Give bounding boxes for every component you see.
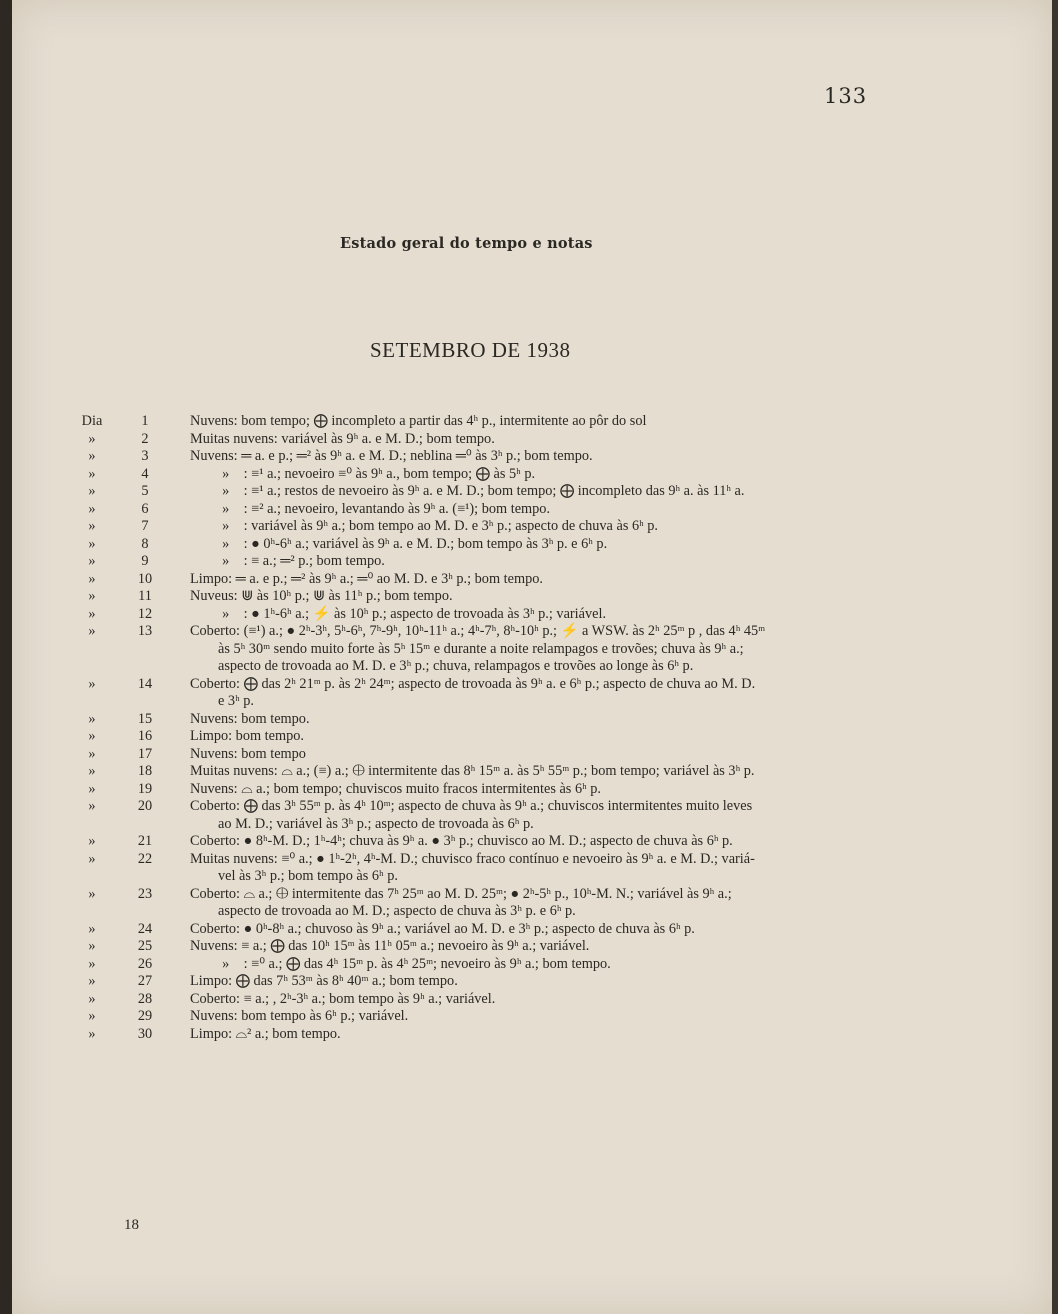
- entry-day-marker: »: [88, 990, 96, 1007]
- footer-signature-number: 18: [124, 1217, 139, 1233]
- entry-day-number: 12: [137, 605, 153, 622]
- entry-day-marker: »: [88, 885, 96, 902]
- entry-text: » : ● 1ʰ-6ʰ a.; ⚡ às 10ʰ p.; aspecto de trovoada às 3ʰ p.; variável.: [190, 605, 607, 622]
- book-spine: [0, 0, 12, 1314]
- entry-row: [12, 676, 1052, 711]
- entry-row: [12, 973, 1052, 991]
- entry-text: Limpo: ⨁ das 7ʰ 53ᵐ às 8ʰ 40ᵐ a.; bom tempo.: [190, 973, 458, 989]
- entry-row: [12, 448, 1052, 466]
- entry-day-number: 16: [137, 728, 153, 744]
- entry-day-marker: »: [88, 710, 96, 727]
- entry-day-number: 17: [137, 745, 153, 762]
- entry-text: Coberto: ≡ a.; , 2ʰ-3ʰ a.; bom tempo às 9ʰ a.; variável.: [190, 990, 496, 1007]
- entry-text: Nuveus: ⋓ às 10ʰ p.; ⋓ às 11ʰ p.; bom tempo.: [190, 588, 453, 604]
- entry-day-number: 10: [137, 570, 153, 587]
- entry-text: Muitas nuvens: ⌓ a.; (≡) a.; ⨁ intermitente das 8ʰ 15ᵐ a. às 5ʰ 55ᵐ p.; bom tempo; variável às 3ʰ p.: [190, 763, 755, 779]
- entry-row: [12, 711, 1052, 729]
- entry-day-number: 18: [137, 763, 153, 779]
- entry-row: [12, 956, 1052, 974]
- entry-row: [12, 886, 1052, 921]
- entry-row: [12, 763, 1052, 781]
- entry-text: » : ≡¹ a.; nevoeiro ≡⁰ às 9ʰ a., bom tempo; ⨁ às 5ʰ p.: [190, 465, 536, 482]
- entry-text: » : ≡² a.; nevoeiro, levantando às 9ʰ a. (≡¹); bom tempo.: [190, 500, 551, 517]
- entry-day-marker: »: [88, 500, 96, 517]
- entry-day-number: 8: [141, 535, 149, 552]
- entry-row: [12, 1008, 1052, 1026]
- entry-row: [12, 921, 1052, 939]
- entry-text: » : variável às 9ʰ a.; bom tempo ao M. D. e 3ʰ p.; aspecto de chuva às 6ʰ p.: [190, 518, 658, 534]
- entry-row: [12, 553, 1052, 571]
- entry-day-marker: »: [88, 518, 96, 534]
- page-number: 133: [824, 84, 868, 108]
- entry-day-marker: »: [88, 535, 96, 552]
- entry-day-number: 11: [138, 588, 152, 604]
- entry-row: [12, 781, 1052, 799]
- entry-row: [12, 991, 1052, 1009]
- entry-row: [12, 501, 1052, 519]
- entry-row: [12, 728, 1052, 746]
- entry-row: [12, 518, 1052, 536]
- entry-text: Nuvens: bom tempo; ⨁ incompleto a partir das 4ʰ p., intermitente ao pôr do sol: [190, 413, 647, 429]
- entry-text: Nuvens: bom tempo às 6ʰ p.; variável.: [190, 1008, 409, 1024]
- entry-text-continuation: vel às 3ʰ p.; bom tempo às 6ʰ p.: [218, 868, 398, 884]
- entry-day-marker: »: [88, 938, 96, 954]
- entry-day-number: 29: [137, 1008, 153, 1024]
- entry-text: Muitas nuvens: ≡⁰ a.; ● 1ʰ-2ʰ, 4ʰ-M. D.; chuvisco fraco contínuo e nevoeiro às 9ʰ a. e M. D.; variá-: [190, 850, 755, 867]
- entry-text: Coberto: ⌓ a.; ⨁ intermitente das 7ʰ 25ᵐ ao M. D. 25ᵐ; ● 2ʰ-5ʰ p., 10ʰ-M. N.; variável às 9ʰ a.;: [190, 885, 732, 902]
- entry-day-marker: »: [88, 675, 96, 692]
- month-title: SETEMBRO DE 1938: [370, 338, 571, 362]
- entry-row: [12, 571, 1052, 589]
- entry-day-number: 9: [141, 553, 149, 569]
- entry-text: » : ≡⁰ a.; ⨁ das 4ʰ 15ᵐ p. às 4ʰ 25ᵐ; nevoeiro às 9ʰ a.; bom tempo.: [190, 955, 611, 972]
- entry-day-number: 4: [141, 465, 149, 482]
- entry-day-number: 6: [141, 500, 149, 517]
- entry-day-number: 3: [141, 448, 149, 464]
- entry-day-marker: »: [88, 798, 96, 814]
- entry-day-marker: »: [88, 1025, 96, 1042]
- entry-day-number: 22: [137, 850, 153, 867]
- entry-day-number: 14: [137, 675, 153, 692]
- entry-text: Nuvens: ⌓ a.; bom tempo; chuviscos muito fracos intermitentes às 6ʰ p.: [190, 780, 601, 797]
- entry-day-number: 13: [137, 623, 153, 639]
- entry-row: [12, 483, 1052, 501]
- entry-text: » : ≡¹ a.; restos de nevoeiro às 9ʰ a. e M. D.; bom tempo; ⨁ incompleto das 9ʰ a. às 11ʰ a.: [190, 483, 745, 499]
- entry-row: [12, 623, 1052, 676]
- entry-day-number: 2: [141, 430, 149, 447]
- entry-day-marker: »: [88, 483, 96, 499]
- entry-day-number: 28: [137, 990, 153, 1007]
- entry-text: » : ● 0ʰ-6ʰ a.; variável às 9ʰ a. e M. D.; bom tempo às 3ʰ p. e 6ʰ p.: [190, 535, 608, 552]
- entry-row: [12, 938, 1052, 956]
- entry-row: [12, 588, 1052, 606]
- entry-text-continuation: ao M. D.; variável às 3ʰ p.; aspecto de trovoada às 6ʰ p.: [218, 815, 534, 832]
- entry-day-number: 26: [137, 955, 153, 972]
- entry-day-marker: »: [88, 570, 96, 587]
- entry-day-marker: »: [88, 745, 96, 762]
- entry-text: Coberto: ⨁ das 3ʰ 55ᵐ p. às 4ʰ 10ᵐ; aspecto de chuva às 9ʰ a.; chuviscos intermitentes muito leves: [190, 798, 753, 814]
- entry-day-number: 5: [141, 483, 149, 499]
- entry-text: Nuvens: bom tempo.: [190, 710, 310, 727]
- entry-day-number: 19: [137, 780, 153, 797]
- entry-day-number: 20: [137, 798, 153, 814]
- entry-day-marker: »: [88, 780, 96, 797]
- entry-row: [12, 798, 1052, 833]
- document-page: [12, 0, 1052, 1314]
- entry-day-marker: »: [88, 430, 96, 447]
- entry-text: Coberto: ● 0ʰ-8ʰ a.; chuvoso às 9ʰ a.; variável ao M. D. e 3ʰ p.; aspecto de chuva às 6ʰ p.: [190, 920, 695, 937]
- entry-row: [12, 851, 1052, 886]
- entry-text-continuation: aspecto de trovoada ao M. D. e 3ʰ p.; chuva, relampagos e trovões ao longe às 6ʰ p.: [218, 658, 694, 674]
- entry-day-number: 30: [137, 1025, 153, 1042]
- entry-row: [12, 536, 1052, 554]
- entry-text-continuation: aspecto de trovoada ao M. D.; aspecto de chuva às 3ʰ p. e 6ʰ p.: [218, 903, 576, 919]
- entry-text: Limpo: ═ a. e p.; ═² às 9ʰ a.; ═⁰ ao M. D. e 3ʰ p.; bom tempo.: [190, 570, 543, 587]
- entry-day-marker: Dia: [81, 413, 103, 429]
- entry-text: Nuvens: ═ a. e p.; ═² às 9ʰ a. e M. D.; neblina ═⁰ às 3ʰ p.; bom tempo.: [190, 448, 593, 464]
- entry-text: Coberto: ⨁ das 2ʰ 21ᵐ p. às 2ʰ 24ᵐ; aspecto de trovoada às 9ʰ a. e 6ʰ p.; aspecto de chuva ao M. D.: [190, 675, 756, 692]
- entry-day-marker: »: [88, 553, 96, 569]
- entry-day-marker: »: [88, 920, 96, 937]
- entry-day-marker: »: [88, 588, 96, 604]
- entry-day-marker: »: [88, 623, 96, 639]
- entry-row: [12, 413, 1052, 431]
- entry-text-continuation: e 3ʰ p.: [218, 693, 254, 709]
- entry-day-marker: »: [88, 955, 96, 972]
- entry-day-marker: »: [88, 448, 96, 464]
- entry-text: Limpo: ⌓² a.; bom tempo.: [190, 1025, 341, 1042]
- section-title: Estado geral do tempo e notas: [340, 235, 593, 252]
- entry-text: Coberto: (≡¹) a.; ● 2ʰ-3ʰ, 5ʰ-6ʰ, 7ʰ-9ʰ, 10ʰ-11ʰ a.; 4ʰ-7ʰ, 8ʰ-10ʰ p.; ⚡ a WSW. às 2ʰ 25ᵐ p , das 4ʰ 45ᵐ: [190, 623, 766, 639]
- entry-text: Limpo: bom tempo.: [190, 728, 304, 744]
- entry-day-number: 7: [141, 518, 149, 534]
- entry-day-marker: »: [88, 728, 96, 744]
- entry-day-number: 21: [137, 833, 153, 849]
- entry-day-number: 27: [137, 973, 153, 989]
- entry-day-number: 25: [137, 938, 153, 954]
- entry-text: Muitas nuvens: variável às 9ʰ a. e M. D.; bom tempo.: [190, 430, 495, 447]
- entry-text: Nuvens: ≡ a.; ⨁ das 10ʰ 15ᵐ às 11ʰ 05ᵐ a.; nevoeiro às 9ʰ a.; variável.: [190, 938, 590, 954]
- entry-day-marker: »: [88, 763, 96, 779]
- entry-day-marker: »: [88, 850, 96, 867]
- entry-row: [12, 833, 1052, 851]
- entry-day-number: 15: [137, 710, 153, 727]
- entry-day-marker: »: [88, 465, 96, 482]
- entry-row: [12, 466, 1052, 484]
- entry-text: » : ≡ a.; ═² p.; bom tempo.: [190, 553, 385, 569]
- entry-day-number: 23: [137, 885, 153, 902]
- entry-day-marker: »: [88, 1008, 96, 1024]
- entry-day-marker: »: [88, 605, 96, 622]
- entry-text: Nuvens: bom tempo: [190, 745, 306, 762]
- entry-day-marker: »: [88, 833, 96, 849]
- weather-entries-list: [12, 413, 1052, 1043]
- entry-row: [12, 431, 1052, 449]
- entry-day-marker: »: [88, 973, 96, 989]
- entry-day-number: 1: [141, 413, 149, 429]
- entry-text: Coberto: ● 8ʰ-M. D.; 1ʰ-4ʰ; chuva às 9ʰ a. ● 3ʰ p.; chuvisco ao M. D.; aspecto de chuva às 6ʰ p.: [190, 833, 733, 849]
- entry-row: [12, 606, 1052, 624]
- entry-day-number: 24: [137, 920, 153, 937]
- entry-row: [12, 746, 1052, 764]
- entry-text-continuation: às 5ʰ 30ᵐ sendo muito forte às 5ʰ 15ᵐ e durante a noite relampagos e trovões; chuva às 9ʰ a.;: [218, 640, 744, 657]
- entry-row: [12, 1026, 1052, 1044]
